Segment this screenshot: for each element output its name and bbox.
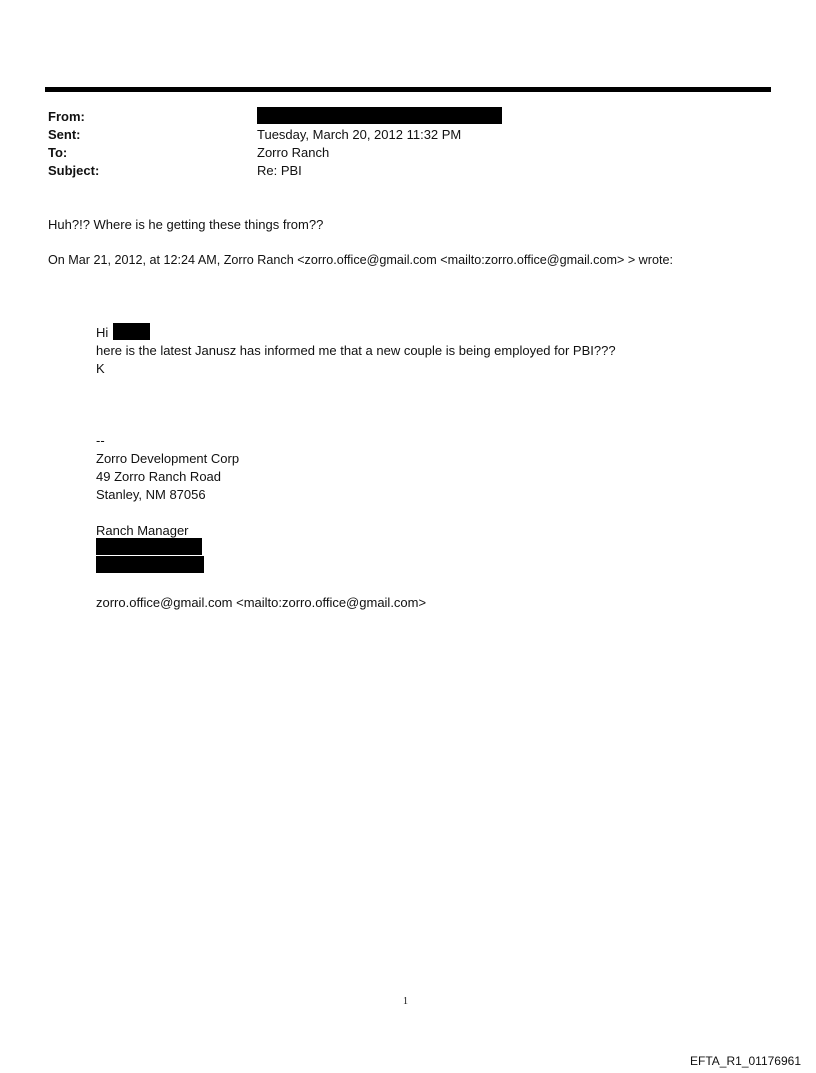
signature-company: Zorro Development Corp (96, 451, 240, 466)
signature-address-line1: 49 Zorro Ranch Road (96, 469, 222, 484)
signature-role: Ranch Manager (96, 523, 189, 538)
header-divider (45, 87, 771, 92)
quoted-initial: K (96, 361, 105, 376)
signature-address-line2: Stanley, NM 87056 (96, 487, 206, 502)
signature-separator: -- (96, 433, 105, 448)
subject-value: Re: PBI (257, 163, 302, 178)
from-label: From: (48, 109, 85, 124)
from-redaction (257, 107, 502, 124)
signature-email: zorro.office@gmail.com <mailto:zorro.office@gmail.com> (96, 595, 427, 610)
quoted-greeting: Hi (96, 325, 109, 340)
signature-redaction-1 (96, 538, 202, 555)
signature-redaction-2 (96, 556, 204, 573)
quoted-message: here is the latest Janusz has informed me that a new couple is being employed for PBI??? (96, 343, 616, 358)
greeting-name-redaction (113, 323, 150, 340)
to-label: To: (48, 145, 68, 160)
subject-label: Subject: (48, 163, 100, 178)
reply-line: Huh?!? Where is he getting these things from?? (48, 217, 324, 232)
sent-value: Tuesday, March 20, 2012 11:32 PM (257, 127, 462, 142)
sent-label: Sent: (48, 127, 81, 142)
page-number: 1 (403, 996, 408, 1007)
to-value: Zorro Ranch (257, 145, 330, 160)
quote-intro: On Mar 21, 2012, at 12:24 AM, Zorro Ranch <zorro.office@gmail.com <mailto:zorro.office@gmail.com> > wrote: (48, 253, 673, 267)
bates-number: EFTA_R1_01176961 (690, 1054, 801, 1068)
